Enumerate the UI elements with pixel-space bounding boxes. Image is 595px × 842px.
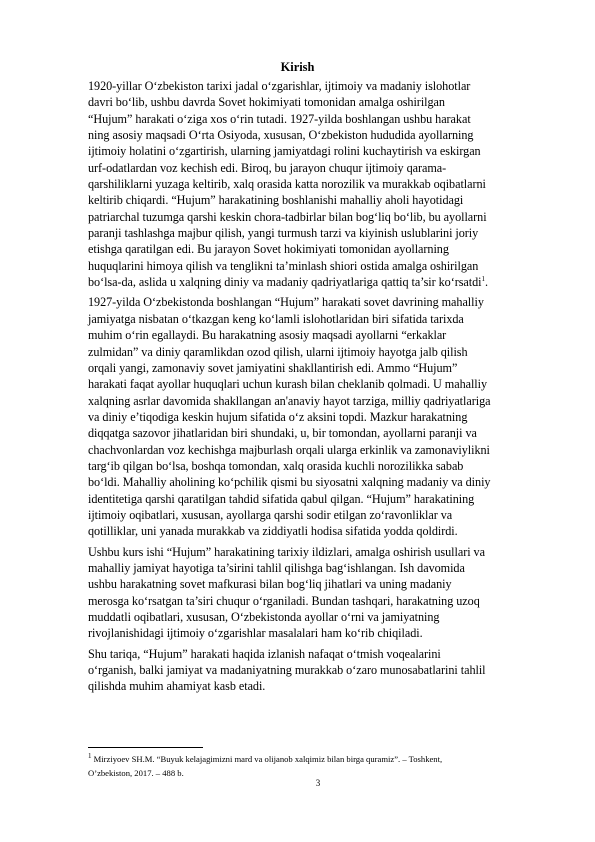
text-line: urf-odatlardan voz kechish edi. Biroq, bu jarayon chuqur ijtimoiy qarama- xyxy=(88,160,447,175)
text-line: bo‘ldi. Mahalliy aholining ko‘pchilik qismi bu siyosatni xalqning madaniy va diniy xyxy=(88,475,491,490)
sentence-end: . xyxy=(484,275,488,290)
text-line: ning asosiy maqsadi O‘rta Osiyoda, xususan, O‘zbekiston hududida ayollarning xyxy=(88,128,474,143)
footnote-separator xyxy=(88,747,203,748)
text-line: 1927-yilda O‘zbekistonda boshlangan “Hujum” harakati sovet davrining mahalliy xyxy=(88,295,484,310)
footnote-line: O’zbekiston, 2017. – 488 b. xyxy=(88,768,184,778)
text-line: patriarchal tuzumga qarshi keskin chora-tadbirlar bilan bog‘liq bo‘lib, bu ayollarni xyxy=(88,209,487,224)
text-line: Shu tariqa, “Hujum” harakati haqida izlanish nafaqat o‘tmish voqealarini xyxy=(88,646,441,661)
text-line-with-footnote xyxy=(88,274,558,290)
text-line: qotilliklar, uni yanada murakkab va ziddiyatli hodisa sifatida yodda qoldirdi. xyxy=(88,524,458,539)
text-line: huquqlarini himoya qilish va tenglikni ta’minlash shiori ostida amalga oshirilgan xyxy=(88,258,479,273)
page-number: 3 xyxy=(315,778,321,788)
text-line: jamiyatga nisbatan o‘tkazgan keng ko‘lamli islohotlaridan biri sifatida tarixda xyxy=(88,311,464,326)
text-line: diqqatga sazovor jihatlaridan biri shundaki, u, bir tomondan, ayollarni paranji va xyxy=(88,426,477,441)
paragraph-3 xyxy=(88,544,558,642)
text-line: rivojlanishidagi ijtimoiy o‘zgarishlar masalalari ham ko‘rib chiqiladi. xyxy=(88,626,423,641)
footnote-text: Mirziyoev SH.M. “Buyuk kelajagimizni mard va olijanob xalqimiz bilan birga quramiz”. – Toshkent, xyxy=(93,754,443,764)
text-line: paranji tashlashga majbur qilish, yangi turmush tarzi va kiyinish uslublarini joriy xyxy=(88,226,479,241)
body-text xyxy=(88,78,558,699)
footnote-reference[interactable]: 1 xyxy=(481,275,485,284)
text-line: targ‘ib qilgan bo‘lsa, boshqa tomondan, xalq orasida kuchli norozilikka sabab xyxy=(88,458,464,473)
text-line: qilishda muhim ahamiyat kasb etadi. xyxy=(88,679,266,694)
text-line: keltirib chiqardi. “Hujum” harakatining boshlanishi mahalliy aholi hayotidagi xyxy=(88,193,464,208)
text-line: chachvonlardan voz kechishga majburlash orqali ularga erkinlik va zamonaviylikni xyxy=(88,442,490,457)
text-line: qarshiliklarni yuzaga keltirib, xalq orasida katta norozilik va murakkab oqibatlarni xyxy=(88,177,486,192)
text-line: ijtimoiy holatini o‘zgartirish, ularning jamiyatdagi rolini kuchaytirish va eskirgan xyxy=(88,144,481,159)
footnote xyxy=(88,752,558,780)
text-line: muddatli oqibatlari, xususan, O‘zbekistonda ayollar o‘rni va jamiyatning xyxy=(88,610,440,624)
text-line: 1920-yillar O‘zbekiston tarixi jadal o‘zgarishlar, ijtimoiy va madaniy islohotlar xyxy=(88,79,471,93)
footnote-line xyxy=(88,752,558,766)
text-segment: bo‘lsa-da, aslida u xalqning diniy va madaniy qadriyatlariga qattiq ta’sir ko‘rsatdi xyxy=(88,275,482,290)
text-line: va diniy e’tiqodiga keskin hujum sifatida o‘z aksini topdi. Mazkur harakatning xyxy=(88,409,468,424)
text-line: merosga ko‘rsatgan ta’siri chuqur o‘rganiladi. Bundan tashqari, harakatning uzoq xyxy=(88,593,480,608)
text-line: ushbu harakatning sovet mafkurasi bilan bog‘liq jihatlari va uning madaniy xyxy=(88,577,452,592)
paragraph-4 xyxy=(88,646,558,695)
text-line: xalqning asrlar davomida shakllangan an'anaviy hayot tarziga, milliy qadriyatlariga xyxy=(88,393,491,408)
text-line: mahalliy jamiyat hayotiga ta’sirini tahlil qilishga bag‘ishlangan. Ish davomida xyxy=(88,560,465,575)
text-line: “Hujum” harakati o‘ziga xos o‘rin tutadi. 1927-yilda boshlangan ushbu harakat xyxy=(88,111,471,126)
page-title: Kirish xyxy=(280,60,315,74)
paragraph-1 xyxy=(88,78,558,290)
text-line: davri bo‘lib, ushbu davrda Sovet hokimiyati tomonidan amalga oshirilgan xyxy=(88,95,445,110)
text-line: orqali yangi, zamonaviy sovet jamiyatini shakllantirish edi. Ammo “Hujum” xyxy=(88,360,458,375)
text-line: muhim o‘rin egallaydi. Bu harakatning asosiy maqsadi ayollarni “erkaklar xyxy=(88,328,447,343)
text-line: Ushbu kurs ishi “Hujum” harakatining tarixiy ildizlari, amalga oshirish usullari va xyxy=(88,544,485,559)
text-line: zulmidan” va diniy qaramlikdan ozod qilish, ularni ijtimoiy hayotga jalb qilish xyxy=(88,344,468,359)
text-line: o‘rganish, balki jamiyat va madaniyatning murakkab o‘zaro munosabatlarini tahlil xyxy=(88,663,486,678)
text-line: identitetiga qarshi qaratilgan tahdid sifatida qabul qilgan. “Hujum” harakatining xyxy=(88,491,475,506)
text-line: harakati faqat ayollar huquqlari uchun kurash bilan cheklanib qolmadi. U mahalliy xyxy=(88,377,488,392)
paragraph-2 xyxy=(88,294,558,539)
text-line: ijtimoiy oqibatlari, xususan, ayollarga qarshi sodir etilgan zo‘ravonliklar va xyxy=(88,507,453,522)
footnote-number: 1 xyxy=(88,752,92,761)
text-line: etishga qaratilgan edi. Bu jarayon Sovet hokimiyati tomonidan ayollarning xyxy=(88,242,449,257)
